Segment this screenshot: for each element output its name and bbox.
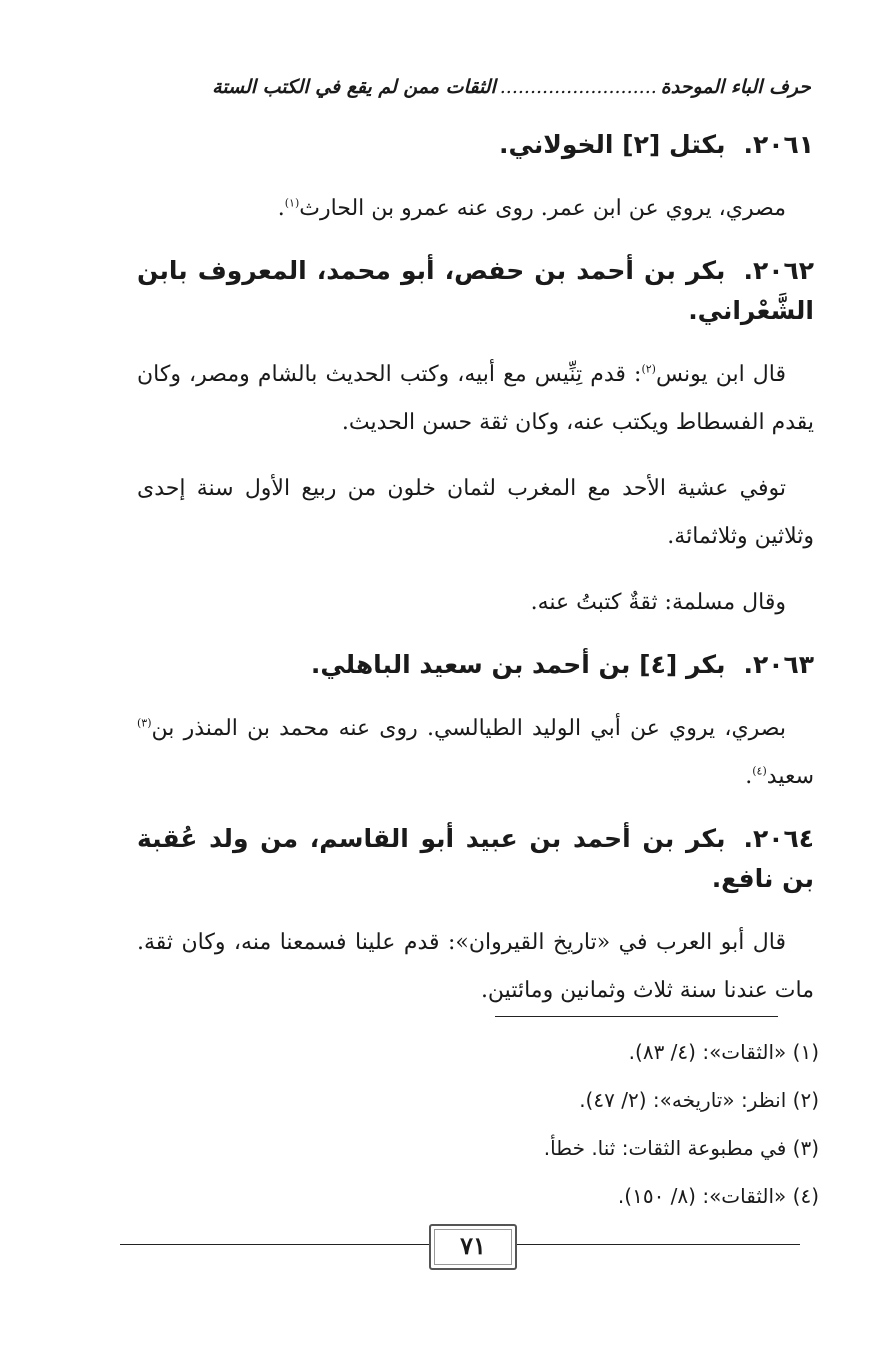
entry-paragraph [137,351,814,447]
footnote-separator [495,1016,778,1017]
paragraph-text: . [277,196,285,221]
footnote-item: (١) «الثقات»: (٤/ ٨٣). [628,1040,819,1064]
footnote-item: (٣) في مطبوعة الثقات: ثنا. خطأ. [543,1136,819,1160]
entry-number: ٢٠٦٢. [743,256,814,285]
entry-heading [137,645,814,685]
entry-heading [137,251,814,331]
main-text [137,125,814,1033]
entry-title: بكر بن أحمد بن عبيد أبو القاسم، من ولد عُقبة بن نافع. [137,824,814,893]
entry-paragraph [137,919,814,1015]
paragraph-text: قال ابن يونس [655,362,786,387]
footnote-item: (٢) انظر: «تاريخه»: (٢/ ٤٧). [579,1088,819,1112]
entry-number: ٢٠٦٤. [743,824,814,853]
footnote-ref[interactable]: (١) [284,196,300,210]
entry-paragraph [137,185,814,233]
entry-title: بكتل [٢] الخولاني. [499,130,726,159]
footnotes [137,1028,819,1220]
running-header [155,72,811,102]
entry-paragraph [137,465,814,561]
paragraph-text: سعيد [766,764,814,789]
entry-number: ٢٠٦١. [743,130,814,159]
entry-paragraph [137,579,814,627]
entry-heading [137,819,814,899]
paragraph-text: مصري، يروي عن ابن عمر. روى عنه عمرو بن الحارث [299,196,786,221]
footnote-ref[interactable]: (٤) [752,764,767,778]
entry-number: ٢٠٦٣. [743,650,814,679]
paragraph-text: قال أبو العرب في «تاريخ القيروان»: قدم علينا فسمعنا منه، وكان ثقة. مات عندنا سنة ثلاث وثمانين ومائتين. [137,930,814,1003]
paragraph-text: : قدم تِنِّيس مع أبيه، وكتب الحديث بالشام ومصر، وكان يقدم الفسطاط ويكتب عنه، وكان ثقة حسن الحديث. [137,362,814,435]
entry-heading [137,125,814,165]
footnote-ref[interactable]: (٢) [641,362,656,376]
entry-title: بكر بن أحمد بن حفص، أبو محمد، المعروف بابن الشَّعْراني. [137,256,814,325]
paragraph-text: وقال مسلمة: ثقةٌ كتبتُ عنه. [530,590,786,615]
entry-title: بكر [٤] بن أحمد بن سعيد الباهلي. [310,650,726,679]
footnote-item: (٤) «الثقات»: (٨/ ١٥٠). [617,1184,819,1208]
page-number: ٧١ [429,1224,517,1270]
header-dot-leader: .......................... [499,76,657,98]
entry-paragraph [137,705,814,801]
paragraph-text: . [745,764,753,789]
footnote-ref[interactable]: (٣) [137,716,152,730]
header-book-title: الثقات ممن لم يقع في الكتب الستة [212,76,496,98]
paragraph-text: توفي عشية الأحد مع المغرب لثمان خلون من ربيع الأول سنة إحدى وثلاثين وثلاثمائة. [137,476,814,549]
paragraph-text: بصري، يروي عن أبي الوليد الطيالسي. روى عنه محمد بن المنذر بن [151,716,786,741]
header-chapter-title: حرف الباء الموحدة [660,76,811,98]
